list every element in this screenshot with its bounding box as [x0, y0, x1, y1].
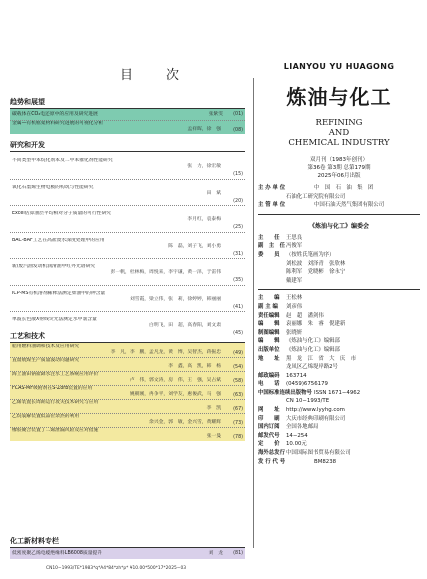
info-key: 地 址 [258, 355, 280, 362]
info-row [258, 346, 420, 355]
info-key [258, 260, 286, 269]
info-value: 中 国 石 油 集 团 [314, 185, 374, 191]
entry-authors: 张紫雯 [208, 112, 223, 117]
entry-authors: 张一曼 [206, 434, 221, 440]
info-value: 龙凤区乙烯堤岸路2号 [286, 364, 338, 371]
entry-title: 海上油田钠盐降水注水工艺系统应用评价 [12, 372, 99, 377]
info-key [258, 397, 286, 406]
entry-page: (54) [233, 364, 243, 370]
info-value: 冯俊军 [286, 243, 303, 250]
info-row [258, 380, 420, 389]
info-value: CN 10−1993/TE [286, 398, 330, 405]
committee-title: 《炼油与化工》编委会 [308, 222, 369, 230]
toc-entry[interactable] [10, 286, 245, 312]
info-row [258, 337, 420, 346]
entry-page: (81) [233, 551, 243, 556]
entry-page: (01) [233, 112, 243, 117]
info-value: 张晓妍 [286, 329, 303, 336]
toc-title: 目 次 [120, 68, 190, 83]
info-value: 刘彦伟 [286, 303, 303, 310]
info-value: (0459)6756179 [286, 381, 328, 388]
info-row [258, 449, 420, 458]
entry-authors: 余兴金，郭 敏，金兴雪，黄耀辉 [149, 420, 221, 426]
toc-entry[interactable] [10, 428, 245, 441]
info-key: 定 价 [258, 441, 280, 448]
info-row [258, 397, 420, 406]
info-key: 副 主 任 [258, 243, 285, 250]
info-key: 主 编 [258, 295, 280, 302]
toc-entry[interactable] [10, 233, 245, 259]
section-heading: 工艺和技术 [10, 330, 245, 343]
entry-page: (67) [233, 406, 243, 412]
info-key: 制图编辑 [258, 329, 280, 336]
info-value: 王松林 [286, 295, 303, 302]
entry-authors: 姚朝刚，冉争平，刘学友，惠俊武，马 强 [129, 392, 221, 398]
info-value: 王思良 [286, 234, 303, 241]
info-row [258, 440, 420, 449]
info-key: 国内订阅 [258, 424, 280, 431]
footer-code: CN10−1993/TE*1983*q*A4*84*zh*p* ¥10.00*500*17*2025−03 [46, 566, 187, 571]
volume-issue: 第36卷 第3期 总第179期 [307, 165, 371, 171]
info-row [258, 277, 420, 286]
info-key: 邮发代号 [258, 432, 280, 439]
info-key [258, 277, 286, 286]
toc-entry[interactable] [10, 153, 245, 179]
info-row [258, 406, 420, 415]
info-key [258, 268, 286, 277]
info-row [258, 303, 420, 312]
info-value: 赵 超 潘剑伟 [286, 312, 324, 319]
toc-section [10, 535, 245, 559]
entry-title: 单波长色散X射线荧光法测定水中氯含量 [12, 317, 97, 322]
info-row [258, 184, 420, 193]
info-row [258, 268, 420, 277]
info-key: 印 刷 [258, 415, 280, 422]
frequency: 双月刊（1983年创刊） [310, 157, 368, 163]
info-value: （按姓氏笔画为序） [286, 251, 335, 258]
info-key: 主 管 单 位 [258, 202, 286, 209]
toc-entry[interactable] [10, 110, 245, 120]
entry-title: ICP-MS有机溶剂稀释法测定柴油中的钾含量 [12, 290, 106, 296]
info-key: 中国标准连续出版物号 [258, 389, 312, 396]
entry-page: (25) [233, 225, 243, 231]
editorial-info [258, 294, 420, 466]
info-key: 主 任 [258, 234, 280, 241]
entry-page: (41) [233, 304, 243, 310]
info-row [258, 260, 420, 269]
info-row [258, 312, 420, 321]
info-key: 出版单位 [258, 346, 280, 353]
toc-entry[interactable] [10, 121, 245, 134]
column-divider [253, 78, 254, 548]
toc-entry[interactable] [10, 386, 245, 399]
info-key: 主 办 单 位 [258, 185, 286, 191]
entry-title: 新/废汽油发动机润滑油中红外光谱研究 [12, 264, 96, 269]
info-key: 责任编辑 [258, 312, 280, 319]
info-row [258, 415, 420, 424]
committee-list [258, 234, 420, 286]
info-row [258, 251, 420, 260]
entry-authors: 卢 伟，郭文涛，房 伟，王 强，吴占斌 [129, 378, 221, 384]
entry-page: (31) [233, 251, 243, 257]
publisher-info [258, 184, 420, 210]
info-row [258, 320, 420, 329]
info-key [258, 363, 286, 372]
entry-title: 金属—有机框架材料研究进展的可视化分析 [12, 121, 104, 126]
journal-subtitle-en: REFINING AND CHEMICAL INDUSTRY [288, 118, 390, 148]
entry-title: 低密度聚乙烯电缆绝缘料LB6008质量提升 [12, 551, 103, 556]
info-row [258, 201, 420, 210]
info-row [258, 458, 420, 467]
info-value: 大庆市经典印刷有限公司 [286, 415, 346, 422]
entry-authors: 李月红，袁泰梅 [187, 217, 221, 223]
info-value: 全国各地邮局 [286, 424, 319, 431]
entry-authors: 刘雪霞，梁立伟，张 莉，徐婷婷，韩丽丽 [129, 296, 221, 302]
info-key: 邮政编码 [258, 372, 280, 379]
toc-entry[interactable] [10, 358, 245, 371]
info-value: 石油化工研究院有限公司 [286, 193, 346, 200]
info-row [258, 363, 420, 372]
info-value: 《炼油与化工》编辑部 [286, 338, 340, 345]
section-heading: 趋势和展望 [10, 96, 245, 109]
info-value: 戴建军 [286, 277, 303, 284]
entry-page: (78) [233, 434, 243, 440]
entry-title: 不同类型甲苯烷化剂苯及二甲苯催化剂性能研究 [12, 158, 113, 163]
toc-section [10, 330, 245, 441]
entry-title: BAC-BAF工艺在高盐废水深度处理中的应用 [12, 237, 105, 243]
toc-entry[interactable] [10, 549, 245, 559]
entry-title: 氧化石墨烯生物电极的构筑与性能研究 [12, 184, 94, 190]
info-key: 海外总发行 [258, 450, 285, 457]
info-value: 黑 龙 江 省 大 庆 市 [286, 355, 357, 362]
entry-title: 乙烯装置长周期运行攻关技术研究与应用 [12, 400, 99, 405]
entry-title: FCAS-MF吸附剂在S-Zorb装置的应用 [12, 386, 93, 391]
toc-entry[interactable] [10, 400, 245, 413]
info-value: 14−254 [286, 432, 308, 439]
entry-authors: 李 凡，李 鹏，孟凡龙，黄 博，吴智杰，蒋振忠 [110, 350, 221, 356]
info-key: 委 员 [258, 251, 280, 258]
entry-title: 直馏航煤生产质量波动问题研究 [12, 358, 80, 363]
entry-title: 乙烷裂解装置低品位余热的利用 [12, 414, 80, 419]
info-key: 发 行 代 号 [258, 458, 286, 465]
info-row [258, 389, 420, 398]
info-row [258, 355, 420, 364]
entry-authors: 孟祥晖，徐 强 [187, 127, 221, 133]
info-key: 编 辑 [258, 321, 280, 328]
entry-authors: 李 鑫，高 凯，韩 杨 [168, 364, 221, 370]
publish-date: 2025年06月出版 [317, 173, 361, 179]
entry-authors: 张 力，徐宏敏 [187, 164, 221, 170]
info-row [258, 193, 420, 202]
toc-section [10, 96, 245, 134]
section-heading: 化工新材料专栏 [10, 535, 245, 548]
entry-title: 船用燃料油调和技术及应用研究 [12, 344, 80, 349]
info-value: BM8238 [314, 458, 337, 465]
entry-authors: 彭一帆，杜林梅，周悦来，李宇谦，黄一泽，于雷伟 [110, 270, 221, 276]
info-key [258, 193, 286, 202]
info-value: 《炼油与化工》编辑部 [286, 346, 340, 353]
toc-section [10, 139, 245, 338]
info-value: 中国国际图书贸易有限公司 [286, 450, 351, 457]
info-value: 陈利军 党晓彬 徐永宁 [286, 269, 346, 276]
entry-authors: 刘 龙 [208, 551, 223, 556]
toc-entry[interactable] [10, 372, 245, 385]
info-value: 袁丽娜 朱 睿 倪建新 [286, 321, 346, 328]
journal-name-cn: 炼油与化工 [286, 85, 392, 109]
info-value: http://www.lyyhg.com [286, 407, 345, 414]
entry-page: (15) [233, 172, 243, 178]
info-value: 刘松波 刘泽青 张欣林 [286, 260, 346, 267]
entry-authors: 李 凯 [206, 406, 221, 412]
info-value: ISSN 1671−4962 [314, 389, 361, 396]
journal-name-en: LIANYOU YU HUAGONG [283, 62, 395, 71]
entry-page: (58) [233, 378, 243, 384]
section-heading: 研究和开发 [10, 139, 245, 152]
toc-entry[interactable] [10, 206, 245, 232]
info-row [258, 294, 420, 303]
info-row [258, 234, 420, 243]
entry-page: (63) [233, 392, 243, 398]
entry-page: (35) [233, 278, 243, 284]
info-row [258, 372, 420, 381]
toc-entry[interactable] [10, 344, 245, 357]
toc-entry[interactable] [10, 259, 245, 285]
masthead [258, 62, 420, 466]
info-key: 电 话 [258, 381, 280, 388]
info-row [258, 423, 420, 432]
info-key: 编 辑 [258, 338, 280, 345]
info-row [258, 432, 420, 441]
info-key: 网 址 [258, 407, 280, 414]
entry-page: (73) [233, 420, 243, 426]
entry-page: (20) [233, 198, 243, 204]
entry-title: Excel估算油层平均相对分子质量的可行性研究 [12, 211, 112, 216]
entry-authors: 白明飞，田 超，高春阳，刘文肃 [149, 323, 221, 329]
toc-entry[interactable] [10, 414, 245, 427]
toc-entry[interactable] [10, 180, 245, 206]
entry-page: (45) [233, 331, 243, 337]
entry-title: 碳载体在CO₂电还原中的应用及研究进展 [12, 112, 98, 117]
info-row [258, 242, 420, 251]
info-value: 中国石油天然气集团有限公司 [314, 202, 385, 209]
entry-authors: 田 斌 [206, 190, 221, 196]
entry-title: 橡胶聚合装置丁二烯泄漏风险及应对措施 [12, 428, 99, 433]
info-key: 副 主 编 [258, 303, 278, 310]
entry-authors: 陈 磊，刘子飞，刘小勇 [168, 243, 221, 249]
entry-page: (49) [233, 350, 243, 356]
info-value: 10.00元 [286, 441, 307, 448]
info-row [258, 329, 420, 338]
entry-page: (08) [233, 127, 243, 133]
info-value: 163714 [286, 372, 307, 379]
